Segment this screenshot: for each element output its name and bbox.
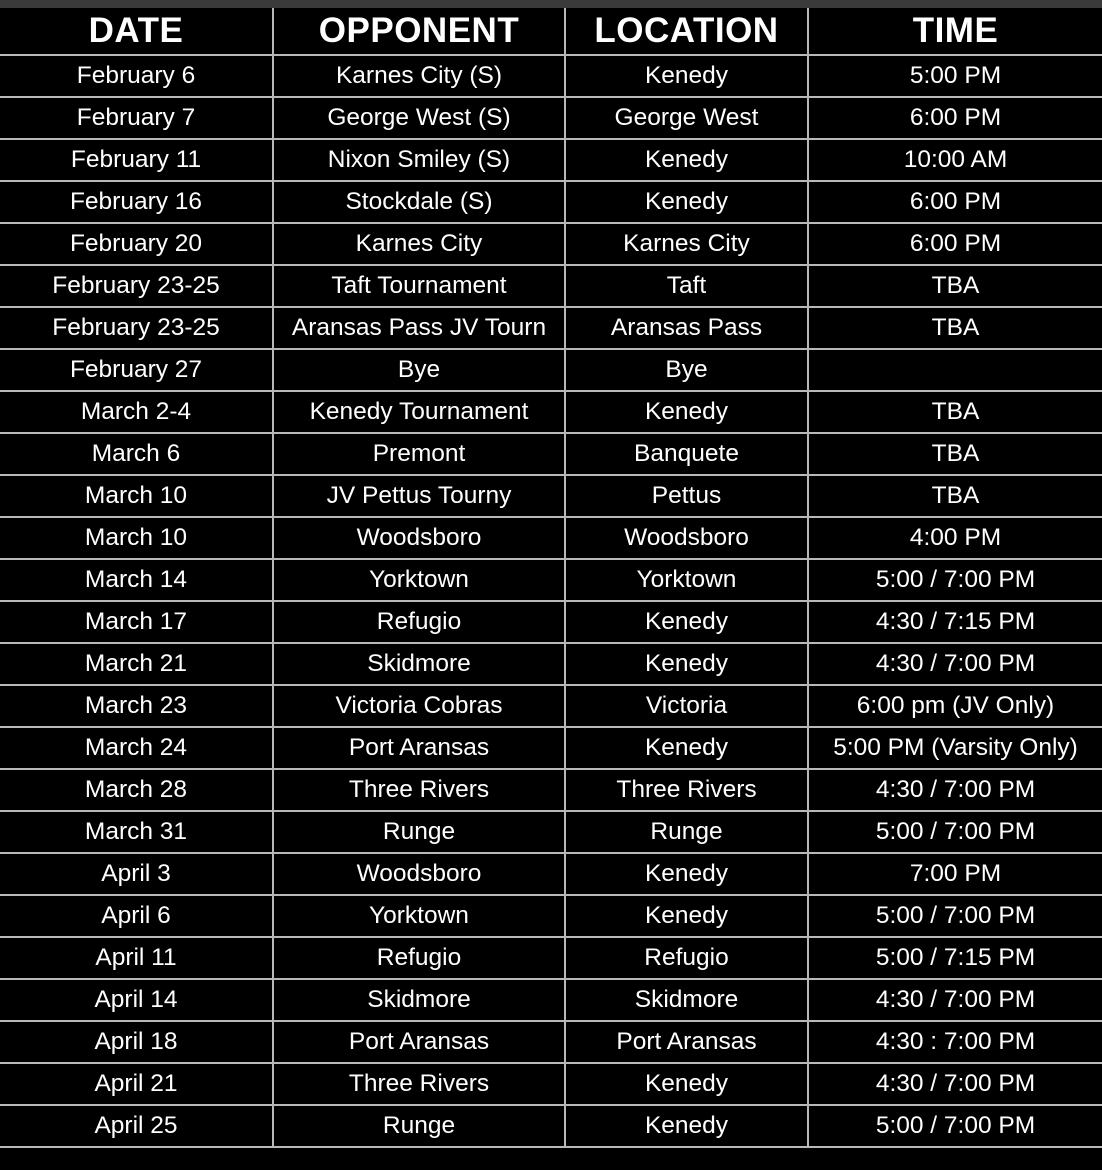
table-row xyxy=(0,307,1102,349)
cell-date: March 14 xyxy=(0,559,273,601)
cell-time: TBA xyxy=(808,307,1102,349)
table-row xyxy=(0,433,1102,475)
cell-location: Yorktown xyxy=(565,559,808,601)
table-row xyxy=(0,55,1102,97)
header-date: DATE xyxy=(0,8,273,55)
cell-time: 6:00 PM xyxy=(808,97,1102,139)
cell-opponent: Aransas Pass JV Tourn xyxy=(273,307,565,349)
cell-date: March 28 xyxy=(0,769,273,811)
cell-location: Banquete xyxy=(565,433,808,475)
cell-date: February 23-25 xyxy=(0,265,273,307)
table-row xyxy=(0,853,1102,895)
cell-location: Victoria xyxy=(565,685,808,727)
cell-time: 7:00 PM xyxy=(808,853,1102,895)
cell-location: Taft xyxy=(565,265,808,307)
header-time: TIME xyxy=(808,8,1102,55)
cell-time: TBA xyxy=(808,475,1102,517)
cell-date: April 21 xyxy=(0,1063,273,1105)
cell-location: Kenedy xyxy=(565,643,808,685)
cell-location: Kenedy xyxy=(565,55,808,97)
table-row xyxy=(0,559,1102,601)
header-location: LOCATION xyxy=(565,8,808,55)
cell-time: 5:00 PM xyxy=(808,55,1102,97)
cell-date: April 14 xyxy=(0,979,273,1021)
bottom-border-strip xyxy=(0,1154,1102,1170)
table-row xyxy=(0,895,1102,937)
cell-opponent: Victoria Cobras xyxy=(273,685,565,727)
cell-opponent: Yorktown xyxy=(273,895,565,937)
cell-opponent: Port Aransas xyxy=(273,727,565,769)
cell-time: TBA xyxy=(808,391,1102,433)
cell-opponent: Bye xyxy=(273,349,565,391)
cell-time xyxy=(808,349,1102,391)
table-row xyxy=(0,1021,1102,1063)
cell-time: 4:30 / 7:00 PM xyxy=(808,769,1102,811)
cell-time: 4:30 : 7:00 PM xyxy=(808,1021,1102,1063)
cell-date: March 10 xyxy=(0,517,273,559)
cell-time: TBA xyxy=(808,433,1102,475)
table-row xyxy=(0,517,1102,559)
cell-time: 4:30 / 7:00 PM xyxy=(808,643,1102,685)
cell-location: Kenedy xyxy=(565,391,808,433)
cell-location: Kenedy xyxy=(565,895,808,937)
cell-date: March 17 xyxy=(0,601,273,643)
table-row xyxy=(0,601,1102,643)
cell-time: TBA xyxy=(808,265,1102,307)
cell-time: 4:30 / 7:15 PM xyxy=(808,601,1102,643)
cell-opponent: Taft Tournament xyxy=(273,265,565,307)
cell-time: 4:30 / 7:00 PM xyxy=(808,979,1102,1021)
cell-location: Kenedy xyxy=(565,139,808,181)
cell-date: April 18 xyxy=(0,1021,273,1063)
table-row xyxy=(0,1105,1102,1147)
cell-time: 6:00 PM xyxy=(808,223,1102,265)
cell-date: March 21 xyxy=(0,643,273,685)
cell-date: February 27 xyxy=(0,349,273,391)
cell-opponent: JV Pettus Tourny xyxy=(273,475,565,517)
cell-location: Kenedy xyxy=(565,1063,808,1105)
cell-location: Runge xyxy=(565,811,808,853)
cell-opponent: Three Rivers xyxy=(273,1063,565,1105)
cell-opponent: Three Rivers xyxy=(273,769,565,811)
cell-opponent: Port Aransas xyxy=(273,1021,565,1063)
cell-opponent: Refugio xyxy=(273,601,565,643)
cell-opponent: Runge xyxy=(273,811,565,853)
cell-time: 10:00 AM xyxy=(808,139,1102,181)
cell-location: Kenedy xyxy=(565,727,808,769)
cell-location: Aransas Pass xyxy=(565,307,808,349)
cell-date: February 7 xyxy=(0,97,273,139)
table-row xyxy=(0,265,1102,307)
table-row xyxy=(0,937,1102,979)
cell-time: 5:00 PM (Varsity Only) xyxy=(808,727,1102,769)
cell-time: 5:00 / 7:15 PM xyxy=(808,937,1102,979)
table-row xyxy=(0,475,1102,517)
cell-time: 6:00 PM xyxy=(808,181,1102,223)
cell-date: February 11 xyxy=(0,139,273,181)
table-row xyxy=(0,1063,1102,1105)
cell-date: March 23 xyxy=(0,685,273,727)
cell-date: March 10 xyxy=(0,475,273,517)
cell-opponent: Karnes City (S) xyxy=(273,55,565,97)
cell-date: April 11 xyxy=(0,937,273,979)
table-row xyxy=(0,979,1102,1021)
cell-location: Port Aransas xyxy=(565,1021,808,1063)
cell-location: Three Rivers xyxy=(565,769,808,811)
cell-opponent: Skidmore xyxy=(273,643,565,685)
table-row xyxy=(0,97,1102,139)
cell-opponent: Nixon Smiley (S) xyxy=(273,139,565,181)
cell-opponent: Kenedy Tournament xyxy=(273,391,565,433)
cell-time: 5:00 / 7:00 PM xyxy=(808,895,1102,937)
cell-date: April 6 xyxy=(0,895,273,937)
cell-location: Woodsboro xyxy=(565,517,808,559)
cell-date: March 6 xyxy=(0,433,273,475)
table-row xyxy=(0,811,1102,853)
table-row xyxy=(0,643,1102,685)
cell-location: Kenedy xyxy=(565,1105,808,1147)
cell-time: 5:00 / 7:00 PM xyxy=(808,559,1102,601)
cell-time: 5:00 / 7:00 PM xyxy=(808,811,1102,853)
cell-opponent: Refugio xyxy=(273,937,565,979)
cell-opponent: Woodsboro xyxy=(273,517,565,559)
cell-date: March 2-4 xyxy=(0,391,273,433)
cell-location: Kenedy xyxy=(565,853,808,895)
cell-date: February 23-25 xyxy=(0,307,273,349)
cell-date: April 25 xyxy=(0,1105,273,1147)
header-row xyxy=(0,8,1102,55)
cell-location: Bye xyxy=(565,349,808,391)
top-border-strip xyxy=(0,0,1102,8)
table-row xyxy=(0,349,1102,391)
cell-location: Kenedy xyxy=(565,181,808,223)
table-row xyxy=(0,181,1102,223)
cell-location: Refugio xyxy=(565,937,808,979)
cell-time: 4:00 PM xyxy=(808,517,1102,559)
table-row xyxy=(0,685,1102,727)
cell-date: April 3 xyxy=(0,853,273,895)
table-row xyxy=(0,391,1102,433)
schedule-body xyxy=(0,55,1102,1147)
table-row xyxy=(0,223,1102,265)
cell-date: February 16 xyxy=(0,181,273,223)
cell-opponent: Karnes City xyxy=(273,223,565,265)
cell-opponent: Premont xyxy=(273,433,565,475)
cell-date: February 6 xyxy=(0,55,273,97)
cell-opponent: George West (S) xyxy=(273,97,565,139)
table-row xyxy=(0,769,1102,811)
cell-opponent: Runge xyxy=(273,1105,565,1147)
header-opponent: OPPONENT xyxy=(273,8,565,55)
cell-location: Skidmore xyxy=(565,979,808,1021)
cell-opponent: Stockdale (S) xyxy=(273,181,565,223)
table-row xyxy=(0,727,1102,769)
cell-time: 5:00 / 7:00 PM xyxy=(808,1105,1102,1147)
table-row xyxy=(0,139,1102,181)
cell-date: February 20 xyxy=(0,223,273,265)
cell-date: March 24 xyxy=(0,727,273,769)
cell-opponent: Woodsboro xyxy=(273,853,565,895)
cell-location: Karnes City xyxy=(565,223,808,265)
cell-location: George West xyxy=(565,97,808,139)
cell-time: 6:00 pm (JV Only) xyxy=(808,685,1102,727)
cell-location: Pettus xyxy=(565,475,808,517)
cell-opponent: Skidmore xyxy=(273,979,565,1021)
cell-location: Kenedy xyxy=(565,601,808,643)
cell-opponent: Yorktown xyxy=(273,559,565,601)
cell-date: March 31 xyxy=(0,811,273,853)
schedule-table xyxy=(0,8,1102,1148)
cell-time: 4:30 / 7:00 PM xyxy=(808,1063,1102,1105)
